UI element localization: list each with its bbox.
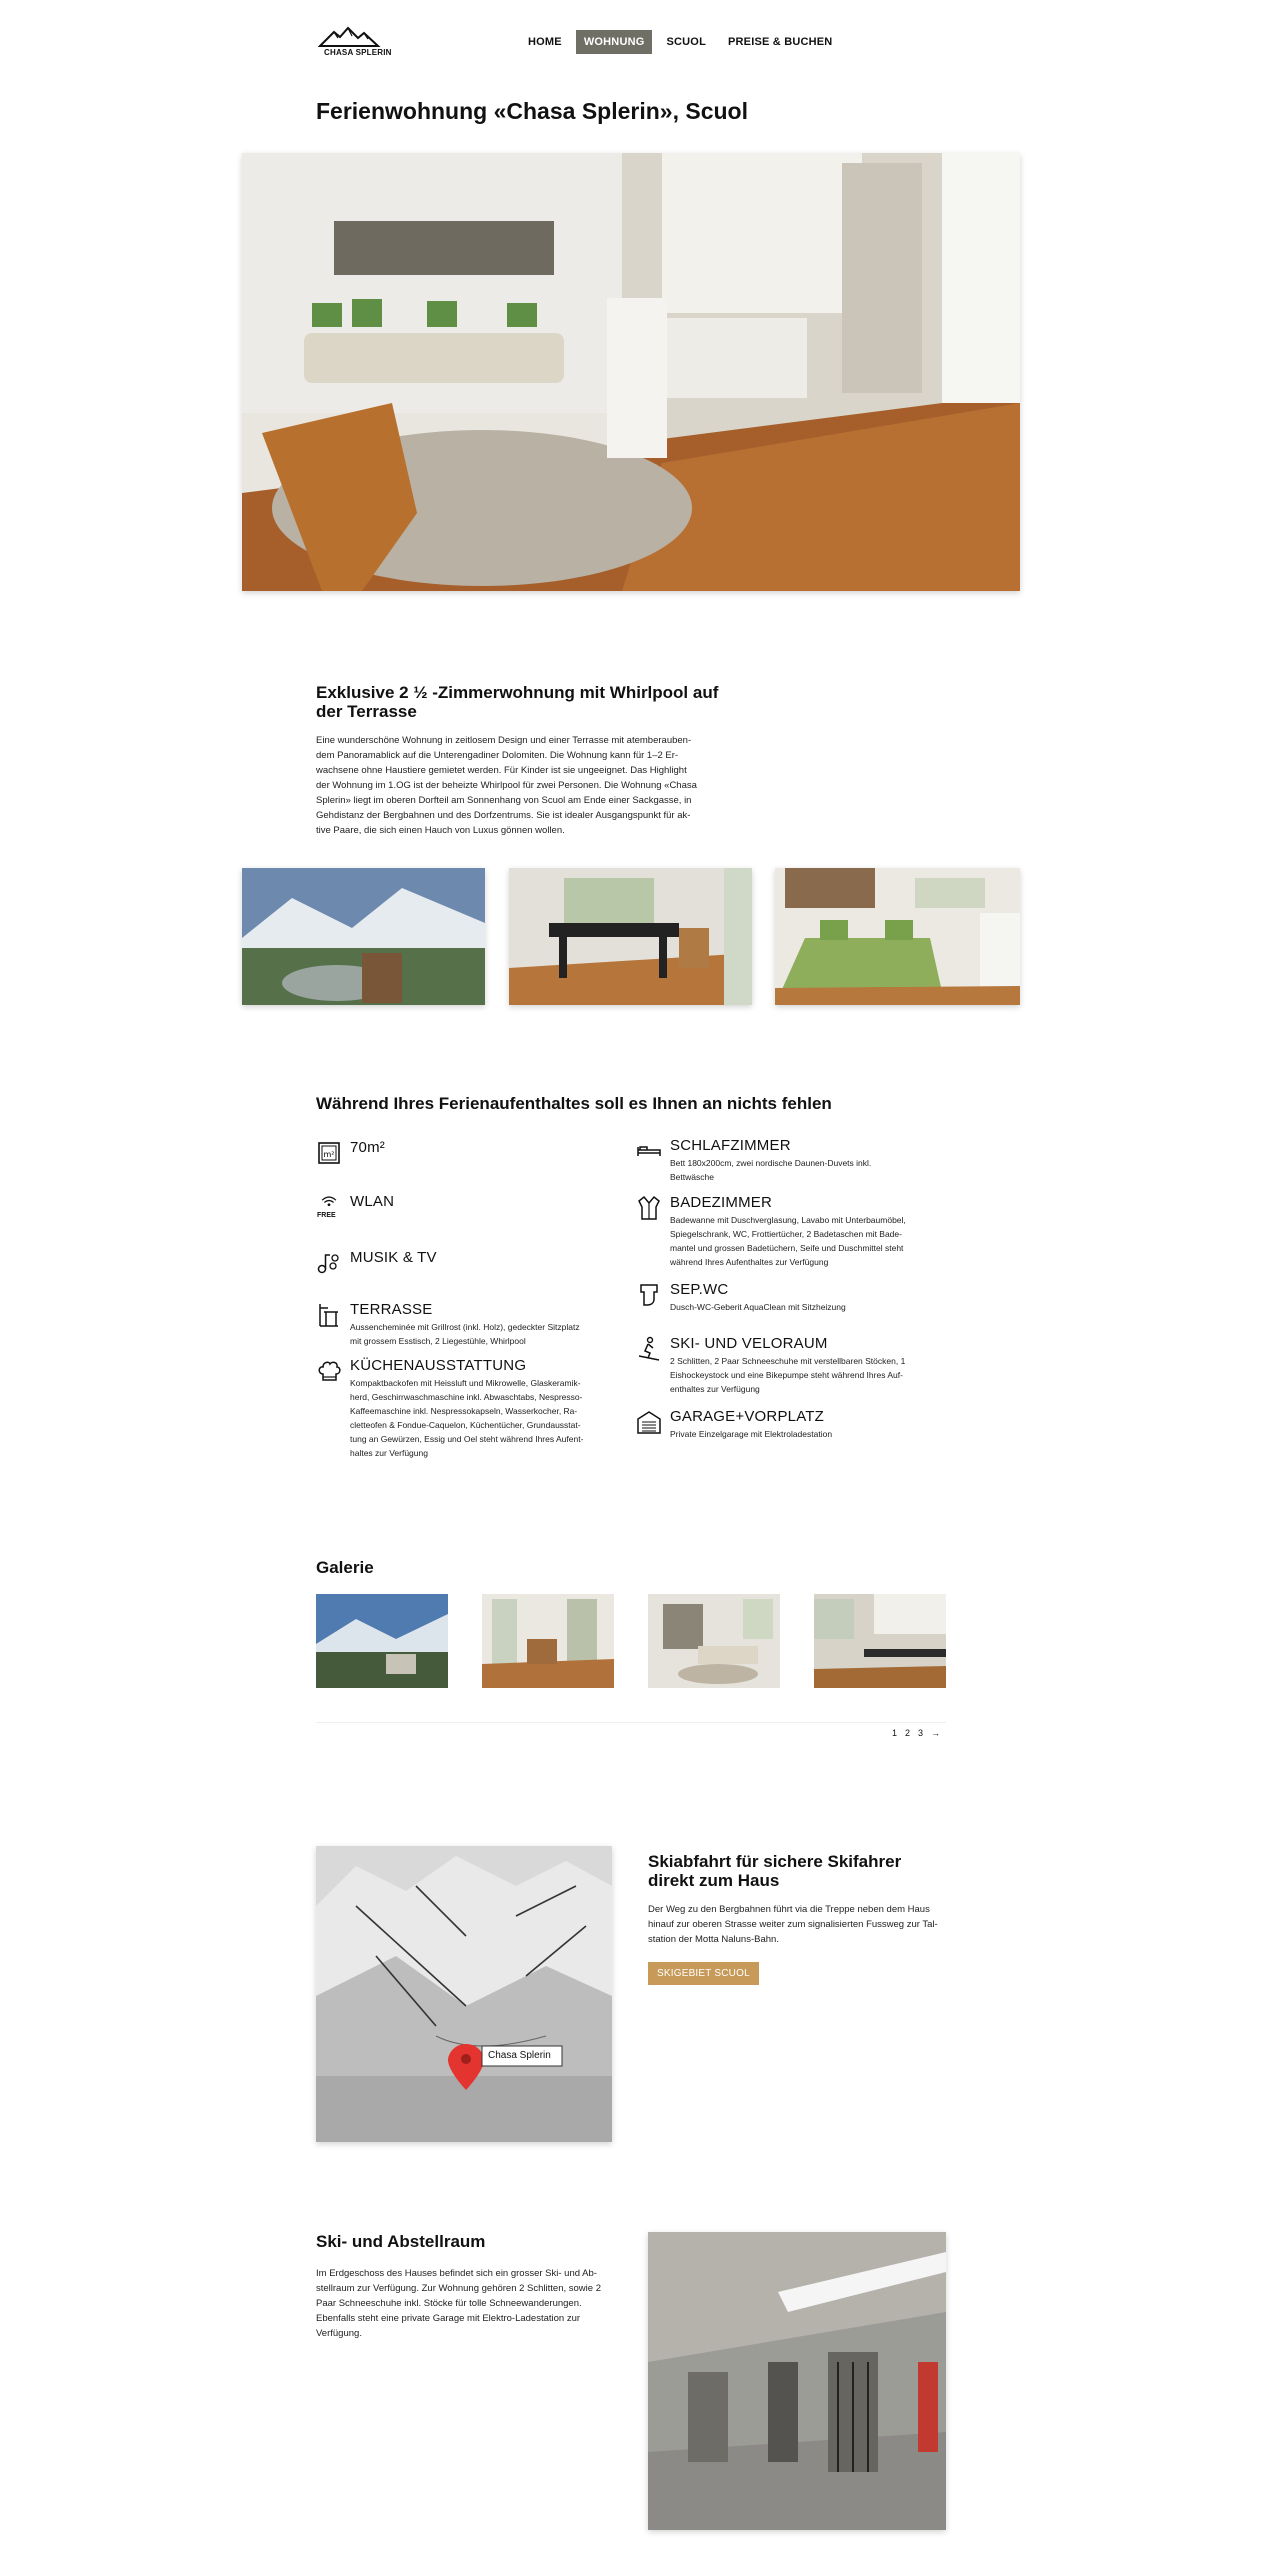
photo-bedroom xyxy=(775,868,1020,1005)
garage-icon xyxy=(636,1409,662,1435)
chef-hat-icon xyxy=(316,1358,342,1384)
storage-text xyxy=(316,2266,636,2341)
svg-text:m²: m² xyxy=(323,1150,335,1159)
amenity-desc-line: herd, Geschirrwaschmaschine inkl. Abwaschtabs, Nespresso- xyxy=(350,1392,583,1402)
main-nav xyxy=(520,30,840,54)
amenity-title: 70m² xyxy=(350,1139,385,1156)
amenity-desc-line: während Ihres Aufenthaltes zur Verfügung xyxy=(670,1257,829,1267)
amenity-desc xyxy=(670,1300,846,1314)
amenity-desc-line: Bett 180x200cm, zwei nordische Daunen-Duvets inkl. xyxy=(670,1158,872,1168)
amenity-title: SCHLAFZIMMER xyxy=(670,1137,791,1154)
amenity-area xyxy=(316,1140,385,1166)
amenity-desc-line: 2 Schlitten, 2 Paar Schneeschuhe mit verstellbaren Stöcken, 1 xyxy=(670,1356,906,1366)
amenity-schlafzimmer xyxy=(636,1138,871,1184)
amenity-desc-line: Aussencheminée mit Grillrost (inkl. Holz), gedeckter Sitzplatz xyxy=(350,1322,580,1332)
gallery-thumb[interactable] xyxy=(814,1594,946,1688)
terrace-icon xyxy=(316,1302,342,1328)
amenity-kueche xyxy=(316,1358,583,1460)
gallery-pagination xyxy=(892,1728,940,1738)
area-icon xyxy=(316,1140,342,1166)
amenity-wlan xyxy=(316,1194,394,1220)
amenity-terrasse xyxy=(316,1302,580,1348)
logo-text: CHASA SPLERIN xyxy=(324,48,392,57)
map-location-label: Chasa Splerin xyxy=(488,2050,551,2061)
amenity-musik-tv xyxy=(316,1250,437,1276)
amenity-title: BADEZIMMER xyxy=(670,1194,773,1211)
page-2-link[interactable]: 2 xyxy=(905,1728,911,1738)
amenity-title: GARAGE+VORPLATZ xyxy=(670,1408,825,1425)
ski-text xyxy=(648,1902,968,1947)
wifi-icon xyxy=(316,1194,342,1220)
nav-preise-buchen[interactable]: PREISE & BUCHEN xyxy=(727,36,833,48)
gallery-thumb[interactable] xyxy=(482,1594,614,1688)
bathrobe-icon xyxy=(636,1195,662,1221)
toilet-icon xyxy=(636,1282,662,1308)
ski-title-line: direkt zum Haus xyxy=(648,1871,780,1890)
gallery-thumb[interactable] xyxy=(316,1594,448,1688)
storage-line: Ebenfalls steht eine private Garage mit Elektro-Ladestation zur xyxy=(316,2313,581,2324)
gallery-title: Galerie xyxy=(316,1558,374,1577)
gallery-thumb[interactable] xyxy=(648,1594,780,1688)
amenity-desc xyxy=(670,1213,906,1269)
amenity-title: KÜCHENAUSSTATTUNG xyxy=(350,1357,527,1374)
amenity-desc-line: Private Einzelgarage mit Elektroladestation xyxy=(670,1429,833,1439)
intro-line: tive Paare, die sich einen Hauch von Luxus gönnen wollen. xyxy=(316,825,565,836)
amenity-sep-wc xyxy=(636,1282,846,1314)
amenity-desc xyxy=(670,1427,832,1441)
amenity-garage xyxy=(636,1409,832,1441)
storage-line: stellraum zur Verfügung. Zur Wohnung gehören 2 Schlitten, sowie 2 xyxy=(316,2283,601,2294)
amenity-desc-line: mit grossem Esstisch, 2 Liegestühle, Whirlpool xyxy=(350,1336,526,1346)
amenity-desc-line: Kaffeemaschine inkl. Nespressokapseln, Wasserkocher, Ra- xyxy=(350,1406,578,1416)
gallery-divider xyxy=(316,1722,946,1723)
bed-icon xyxy=(636,1138,662,1164)
skigebiet-scuol-button[interactable]: SKIGEBIET SCUOL xyxy=(648,1962,759,1985)
amenity-desc-line: Eishockeystock und eine Bikepumpe steht während Ihres Auf- xyxy=(670,1370,903,1380)
amenity-desc-line: Badewanne mit Duschverglasung, Lavabo mit Unterbaumöbel, xyxy=(670,1215,906,1225)
amenity-desc-line: enthaltes zur Verfügung xyxy=(670,1384,760,1394)
ski-line: Der Weg zu den Bergbahnen führt via die Treppe neben dem Haus xyxy=(648,1904,930,1915)
page-3-link[interactable]: 3 xyxy=(918,1728,924,1738)
storage-room-photo xyxy=(648,2232,946,2530)
skier-icon xyxy=(636,1336,662,1362)
music-tv-icon xyxy=(316,1250,342,1276)
amenity-desc-line: Spiegelschrank, WC, Frottiertücher, 2 Badetaschen mit Bade- xyxy=(670,1229,902,1239)
intro-title-text: Exklusive 2 ½ -Zimmerwohnung mit Whirlpool auf der Terrasse xyxy=(316,683,719,721)
amenity-desc-line: mantel und grossen Badetüchern, Seife und Duschmittel steht xyxy=(670,1243,904,1253)
ski-title-line: Skiabfahrt für sichere Skifahrer xyxy=(648,1852,902,1871)
amenity-desc-line: Bettwäsche xyxy=(670,1172,714,1182)
intro-line: Splerin» liegt im oberen Dorfteil am Sonnenhang von Scuol am Ende einer Sackgasse, in xyxy=(316,795,692,806)
photo-terrace-whirlpool xyxy=(242,868,485,1005)
storage-line: Paar Schneeschuhe inkl. Stöcke für tolle Schneewanderungen. xyxy=(316,2298,582,2309)
intro-line: Gehdistanz der Bergbahnen und des Dorfzentrums. Sie ist idealer Ausgangspunkt für ak- xyxy=(316,810,691,821)
amenity-desc xyxy=(670,1156,871,1184)
amenity-desc xyxy=(670,1354,905,1396)
amenity-desc-line: Kompaktbackofen mit Heissluft und Mikrowelle, Glaskeramik- xyxy=(350,1378,581,1388)
nav-scuol[interactable]: SCUOL xyxy=(666,36,706,48)
ski-line: station der Motta Naluns-Bahn. xyxy=(648,1934,779,1945)
photo-dining xyxy=(509,868,752,1005)
ski-line: hinauf zur oberen Strasse weiter zum signalisierten Fussweg zur Tal- xyxy=(648,1919,938,1930)
amenity-desc-line: haltes zur Verfügung xyxy=(350,1448,428,1458)
site-logo[interactable] xyxy=(318,26,390,60)
hero-image xyxy=(242,153,1020,591)
intro-line: Eine wunderschöne Wohnung in zeitlosem Design und einer Terrasse mit atemberauben- xyxy=(316,735,692,746)
intro-line: dem Panoramablick auf die Unterengadiner Dolomiten. Die Wohnung kann für 1–2 Er- xyxy=(316,750,679,761)
storage-line: Im Erdgeschoss des Hauses befindet sich ein grosser Ski- und Ab- xyxy=(316,2268,597,2279)
nav-home[interactable]: HOME xyxy=(528,36,562,48)
ski-map xyxy=(316,1846,612,2142)
amenity-badezimmer xyxy=(636,1195,906,1269)
wifi-free-label: FREE xyxy=(317,1212,336,1219)
ski-title xyxy=(648,1852,968,1890)
intro-line: der Wohnung im 1.OG ist der beheizte Whirlpool für zwei Personen. Die Wohnung «Chasa xyxy=(316,780,697,791)
nav-wohnung[interactable]: WOHNUNG xyxy=(576,30,653,54)
storage-title: Ski- und Abstellraum xyxy=(316,2232,486,2251)
amenity-ski-veloraum xyxy=(636,1336,905,1396)
amenities-title: Während Ihres Ferienaufenthaltes soll es Ihnen an nichts fehlen xyxy=(316,1094,832,1113)
intro-title xyxy=(316,683,736,721)
intro-line: wachsene ohne Haustiere gemietet werden. Für Kinder ist sie ungeeignet. Das Highlight xyxy=(316,765,687,776)
next-page-link[interactable]: → xyxy=(931,1728,941,1738)
intro-text xyxy=(316,733,736,838)
page-title: Ferienwohnung «Chasa Splerin», Scuol xyxy=(316,98,748,124)
amenity-desc-line: Dusch-WC-Geberit AquaClean mit Sitzheizung xyxy=(670,1302,846,1312)
amenity-desc xyxy=(350,1376,583,1460)
page-1-link[interactable]: 1 xyxy=(892,1728,898,1738)
amenity-desc-line: clettеofen & Fondue-Caquelon, Küchentücher, Grundausstat- xyxy=(350,1420,581,1430)
amenity-title: SEP.WC xyxy=(670,1281,729,1298)
amenity-desc xyxy=(350,1320,580,1348)
amenity-desc-line: tung an Gewürzen, Essig und Oel steht während Ihres Aufent- xyxy=(350,1434,584,1444)
amenity-title: SKI- UND VELORAUM xyxy=(670,1335,828,1352)
storage-line: Verfügung. xyxy=(316,2328,362,2339)
mountain-logo-icon xyxy=(318,26,388,48)
amenity-title: MUSIK & TV xyxy=(350,1249,437,1266)
amenity-title: TERRASSE xyxy=(350,1301,433,1318)
amenity-title: WLAN xyxy=(350,1193,395,1210)
